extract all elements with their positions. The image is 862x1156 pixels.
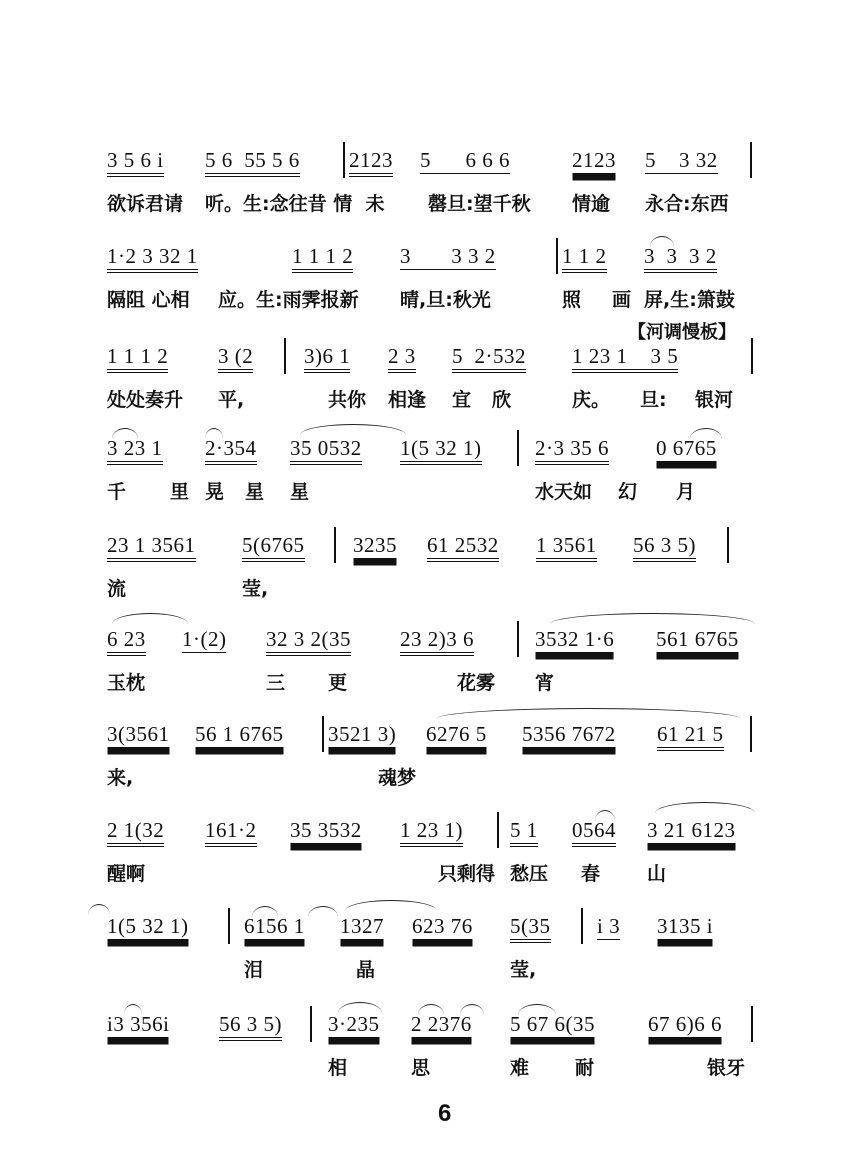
note-group: 2·354 (205, 436, 257, 465)
bar-line (322, 716, 324, 752)
lyric: 宜 (452, 389, 472, 411)
notation-line (0, 1012, 862, 1052)
note-group: 61 2532 (427, 533, 499, 562)
note-group: 6156 1 (244, 914, 305, 938)
lyric: 处处奏升 (107, 389, 184, 411)
lyric: 屏,生:箫鼓 (644, 289, 735, 311)
note-group: 3521 3) (328, 722, 397, 746)
lyric: 晴,旦:秋光 (400, 289, 491, 311)
note-group: 23 1 3561 (107, 533, 196, 562)
note-group: 67 6)6 6 (648, 1012, 722, 1036)
note-group: 561 6765 (656, 627, 739, 651)
note-group: 1327 (340, 914, 384, 938)
bar-line (517, 621, 519, 657)
lyric: 欲诉君请 (107, 193, 184, 215)
notation-line (0, 722, 862, 762)
lyric: 晶 (356, 959, 376, 981)
lyric: 共你 (328, 389, 367, 411)
notation-line (0, 914, 862, 954)
note-group: 3(3561 (107, 722, 170, 746)
lyric: 难 (510, 1057, 530, 1079)
score-system-3 (0, 344, 862, 440)
lyric: 耐 (575, 1057, 595, 1079)
note-group: 61 21 5 (657, 722, 724, 751)
lyric: 银牙 (707, 1057, 746, 1079)
note-group: 3135 i (657, 914, 714, 938)
score-system-2 (0, 244, 862, 343)
note-group: 1(5 32 1) (107, 914, 189, 938)
note-group: 5 6 6 6 (420, 148, 510, 172)
lyric: 里 (170, 481, 190, 503)
lyric: 幻 (618, 481, 638, 503)
note-group: 3·235 (328, 1012, 380, 1036)
lyrics-line (0, 577, 862, 607)
note-group: 5(35 (510, 914, 551, 943)
lyric: 罄旦:望千秋 (428, 193, 531, 215)
lyric: 莹, (242, 578, 269, 600)
bar-line (750, 716, 752, 752)
note-group: 1 1 1 2 (292, 244, 353, 273)
note-group: 6276 5 (426, 722, 487, 746)
notation-line (0, 627, 862, 667)
note-group: 6 23 (107, 627, 146, 656)
note-group: 35 0532 (290, 436, 362, 465)
note-group: i 3 (597, 914, 621, 938)
lyric: 星 (245, 481, 265, 503)
lyrics-line (0, 1056, 862, 1086)
bar-line (228, 908, 230, 944)
lyric: 平, (218, 389, 245, 411)
note-group: 1 1 1 2 (107, 344, 168, 373)
note-group: 5 1 (510, 818, 538, 847)
note-group: 2 1(32 (107, 818, 164, 847)
bar-line (581, 908, 583, 944)
lyric: 山 (647, 863, 667, 885)
note-group: 3235 (353, 533, 397, 557)
score-system-9 (0, 914, 862, 1010)
lyric: 听。生:念往昔 情 未 (205, 193, 385, 215)
note-group: 2123 (349, 148, 393, 177)
lyric: 莹, (510, 959, 537, 981)
note-group: 0564 (572, 818, 616, 847)
note-group: 1 23 1 3 5 (572, 344, 678, 373)
lyric: 三 (266, 672, 286, 694)
score-system-4 (0, 436, 862, 532)
lyric: 玉枕 (107, 672, 146, 694)
lyric: 流 (107, 578, 127, 600)
lyric: 春 (581, 863, 601, 885)
lyric: 来, (107, 767, 134, 789)
lyric: 画 (612, 289, 632, 311)
note-group: 0 6765 (656, 436, 717, 460)
bar-line (727, 527, 729, 563)
note-group: 5 2·532 (452, 344, 526, 373)
bar-line (751, 338, 753, 374)
score-system-8 (0, 818, 862, 914)
lyric: 照 (562, 289, 582, 311)
note-group: 5 67 6(35 (510, 1012, 595, 1036)
notation-line (0, 818, 862, 858)
lyric: 星 (290, 481, 310, 503)
bar-line (517, 430, 519, 466)
note-group: 3 21 6123 (647, 818, 736, 842)
score-system-10 (0, 1012, 862, 1108)
lyrics-line (0, 388, 862, 418)
note-group: 2123 (572, 148, 616, 172)
lyric: 隔阻 心相 (107, 289, 190, 311)
lyric: 千 (107, 481, 127, 503)
note-group: 1 3561 (536, 533, 597, 562)
lyric: 魂梦 (378, 767, 417, 789)
lyric: 宵 (535, 672, 555, 694)
bar-line (284, 338, 286, 374)
lyric: 月 (676, 481, 696, 503)
note-group: 3532 1·6 (535, 627, 615, 651)
lyrics-line (0, 192, 862, 222)
note-group: 3)6 1 (304, 344, 350, 373)
notation-line (0, 344, 862, 384)
lyric: 更 (328, 672, 348, 694)
note-group: 35 3532 (290, 818, 362, 842)
bar-line (556, 238, 558, 274)
lyrics-line (0, 958, 862, 988)
note-group: 3 5 6 i (107, 148, 164, 177)
note-group: 1 1 2 (562, 244, 607, 273)
note-group: 3 3 3 2 (644, 244, 717, 273)
lyric: 相 (328, 1057, 348, 1079)
lyrics-line (0, 671, 862, 701)
note-group: 2 3 (388, 344, 416, 373)
notation-line (0, 533, 862, 573)
lyric: 永合:东西 (645, 193, 729, 215)
note-group: 5 3 32 (645, 148, 718, 172)
lyric: 应。生:雨霁报新 (218, 289, 359, 311)
note-group: 56 3 5) (219, 1012, 282, 1041)
bar-line (497, 812, 499, 848)
note-group: 3 23 1 (107, 436, 163, 465)
note-group: 1 23 1) (400, 818, 463, 847)
lyrics-line (0, 480, 862, 510)
bar-line (751, 1006, 753, 1042)
score-system-1 (0, 148, 862, 244)
lyric: 花雾 (457, 672, 496, 694)
note-group: 2·3 35 6 (535, 436, 609, 465)
note-group: 1·(2) (182, 627, 227, 651)
lyric: 愁压 (510, 863, 549, 885)
note-group: 161·2 (205, 818, 257, 847)
bar-line (750, 142, 752, 178)
note-group: 5 6 55 5 6 (205, 148, 300, 177)
lyric: 思 (411, 1057, 431, 1079)
lyrics-line (0, 862, 862, 892)
lyric: 庆。 (572, 389, 611, 411)
score-system-6 (0, 627, 862, 723)
bar-line (343, 142, 345, 178)
lyric: 晃 (205, 481, 225, 503)
lyric: 情逾 (572, 193, 611, 215)
bar-line (334, 527, 336, 563)
lyric: 醒啊 (107, 863, 146, 885)
notation-line (0, 436, 862, 476)
bar-line (310, 1006, 312, 1042)
lyric: 泪 (244, 959, 264, 981)
note-group: 56 1 6765 (195, 722, 284, 746)
lyrics-line (0, 288, 862, 318)
tempo-marking: 【河调慢板】 (628, 322, 736, 343)
note-group: i3 356i (107, 1012, 170, 1036)
note-group: 32 3 2(35 (266, 627, 351, 656)
lyrics-line (0, 766, 862, 796)
note-group: 23 2)3 6 (400, 627, 474, 656)
lyric: 只剩得 (438, 863, 496, 885)
note-group: 5(6765 (242, 533, 305, 562)
note-group: 3 3 3 2 (400, 244, 496, 268)
lyric: 银河 (695, 389, 734, 411)
lyric: 欣 (492, 389, 512, 411)
note-group: 56 3 5) (633, 533, 696, 562)
notation-line (0, 148, 862, 188)
lyric: 旦: (640, 389, 667, 411)
note-group: 1·2 3 32 1 (107, 244, 198, 273)
notation-line (0, 244, 862, 284)
note-group: 3 (2 (218, 344, 253, 373)
note-group: 5356 7672 (522, 722, 616, 746)
lyric: 相逢 (388, 389, 427, 411)
lyric: 水天如 (535, 481, 593, 503)
note-group: 1(5 32 1) (400, 436, 482, 465)
note-group: 2 2376 (411, 1012, 472, 1036)
page-number: 6 (438, 1100, 452, 1127)
note-group: 623 76 (412, 914, 473, 938)
